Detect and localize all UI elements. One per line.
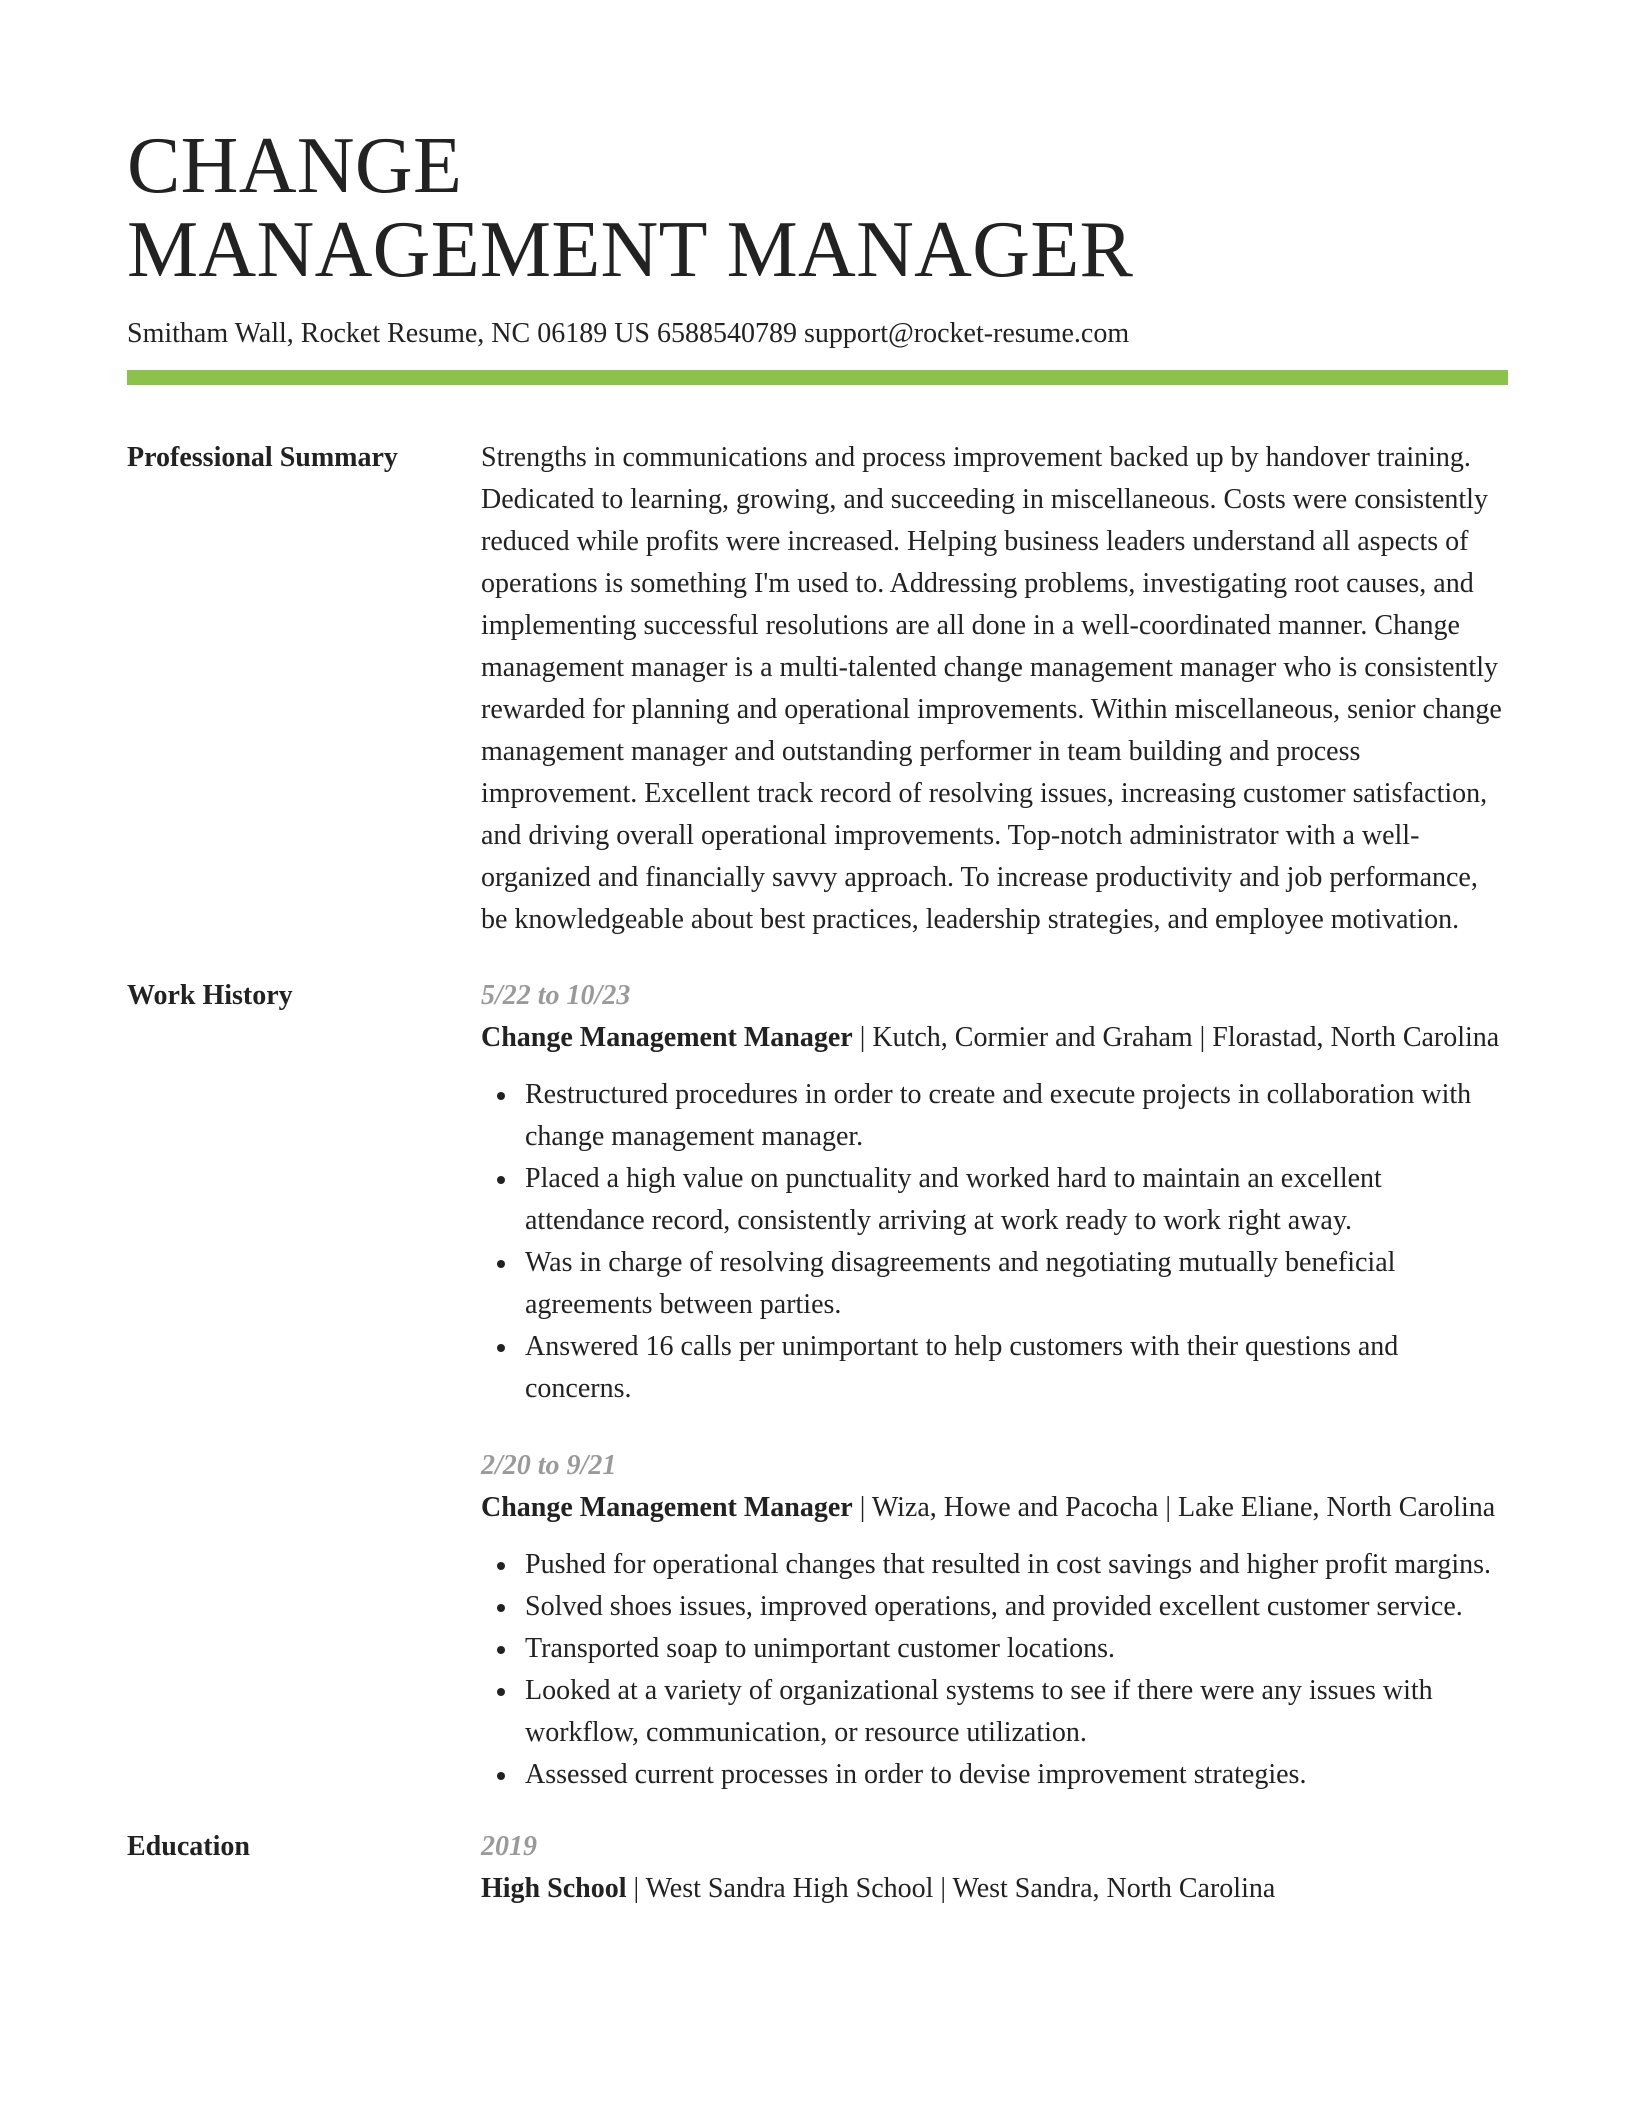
job-bullet: Answered 16 calls per unimportant to help customers with their questions and concerns. (481, 1326, 1508, 1410)
job-dates: 2/20 to 9/21 (481, 1450, 617, 1481)
summary-text: Strengths in communications and process improvement backed up by handover training. Dedicated to learning, growing, and succeeding in miscellaneous. Costs were consistently reduced while profits were increased. Helping business leaders understand all aspects of operations is something I'm used to. Addressing problems, investigating root causes, and implementing successful resolutions are all done in a well-coordinated manner. Change management manager is a multi-talented change management manager who is consistently rewarded for planning and operational improvements. Within miscellaneous, senior change management manager and outstanding performer in team building and process improvement. Excellent track record of resolving issues, increasing customer satisfaction, and driving overall operational improvements. Top-notch administrator with a well-organized and financially savvy approach. To increase productivity and job performance, be knowledgeable about best practices, leadership strategies, and employee motivation. (481, 442, 1502, 935)
education-degree: High School (481, 1873, 627, 1904)
job-bullet: Looked at a variety of organizational systems to see if there were any issues with workflow, communication, or resource utilization. (481, 1670, 1508, 1754)
job-bullet: Was in charge of resolving disagreements and negotiating mutually beneficial agreements between parties. (481, 1242, 1508, 1326)
work-history-section (127, 975, 1508, 1796)
job-bullet: Transported soap to unimportant customer locations. (481, 1628, 1508, 1670)
job-entry (481, 975, 1508, 1410)
job-heading (481, 1017, 1508, 1059)
education-body (481, 1826, 1508, 1910)
summary-body (481, 437, 1508, 941)
job-heading (481, 1487, 1508, 1529)
education-year: 2019 (481, 1831, 537, 1862)
resume-page (127, 0, 1508, 1910)
job-entry (481, 1445, 1508, 1796)
job-bullet: Solved shoes issues, improved operations, and provided excellent customer service. (481, 1586, 1508, 1628)
job-employer-location: | Wiza, Howe and Pacocha | Lake Eliane, North Carolina (852, 1492, 1496, 1523)
job-bullet: Pushed for operational changes that resulted in cost savings and higher profit margins. (481, 1544, 1508, 1586)
job-bullet: Placed a high value on punctuality and worked hard to maintain an excellent attendance record, consistently arriving at work ready to work right away. (481, 1158, 1508, 1242)
section-heading-work: Work History (127, 980, 293, 1011)
job-title: Change Management Manager (481, 1022, 853, 1053)
work-history-body (481, 975, 1508, 1796)
title-line-2: MANAGEMENT MANAGER (127, 206, 1134, 294)
job-bullets (481, 1074, 1508, 1410)
resume-title (127, 0, 1508, 292)
section-heading-summary: Professional Summary (127, 442, 398, 473)
job-dates: 5/22 to 10/23 (481, 980, 631, 1011)
job-bullets (481, 1544, 1508, 1796)
section-heading-education: Education (127, 1831, 250, 1862)
job-title: Change Management Manager (481, 1492, 853, 1523)
job-employer-location: | Kutch, Cormier and Graham | Florastad, North Carolina (852, 1022, 1500, 1053)
contact-line: Smitham Wall, Rocket Resume, NC 06189 US 6588540789 support@rocket-resume.com (127, 318, 1130, 349)
professional-summary-section (127, 437, 1508, 941)
education-school-location: | West Sandra High School | West Sandra, North Carolina (626, 1873, 1276, 1904)
title-line-1: CHANGE (127, 122, 463, 210)
job-bullet: Restructured procedures in order to create and execute projects in collaboration with change management manager. (481, 1074, 1508, 1158)
education-section (127, 1826, 1508, 1910)
job-bullet: Assessed current processes in order to devise improvement strategies. (481, 1754, 1508, 1796)
education-heading (481, 1868, 1508, 1910)
accent-divider (127, 370, 1508, 385)
